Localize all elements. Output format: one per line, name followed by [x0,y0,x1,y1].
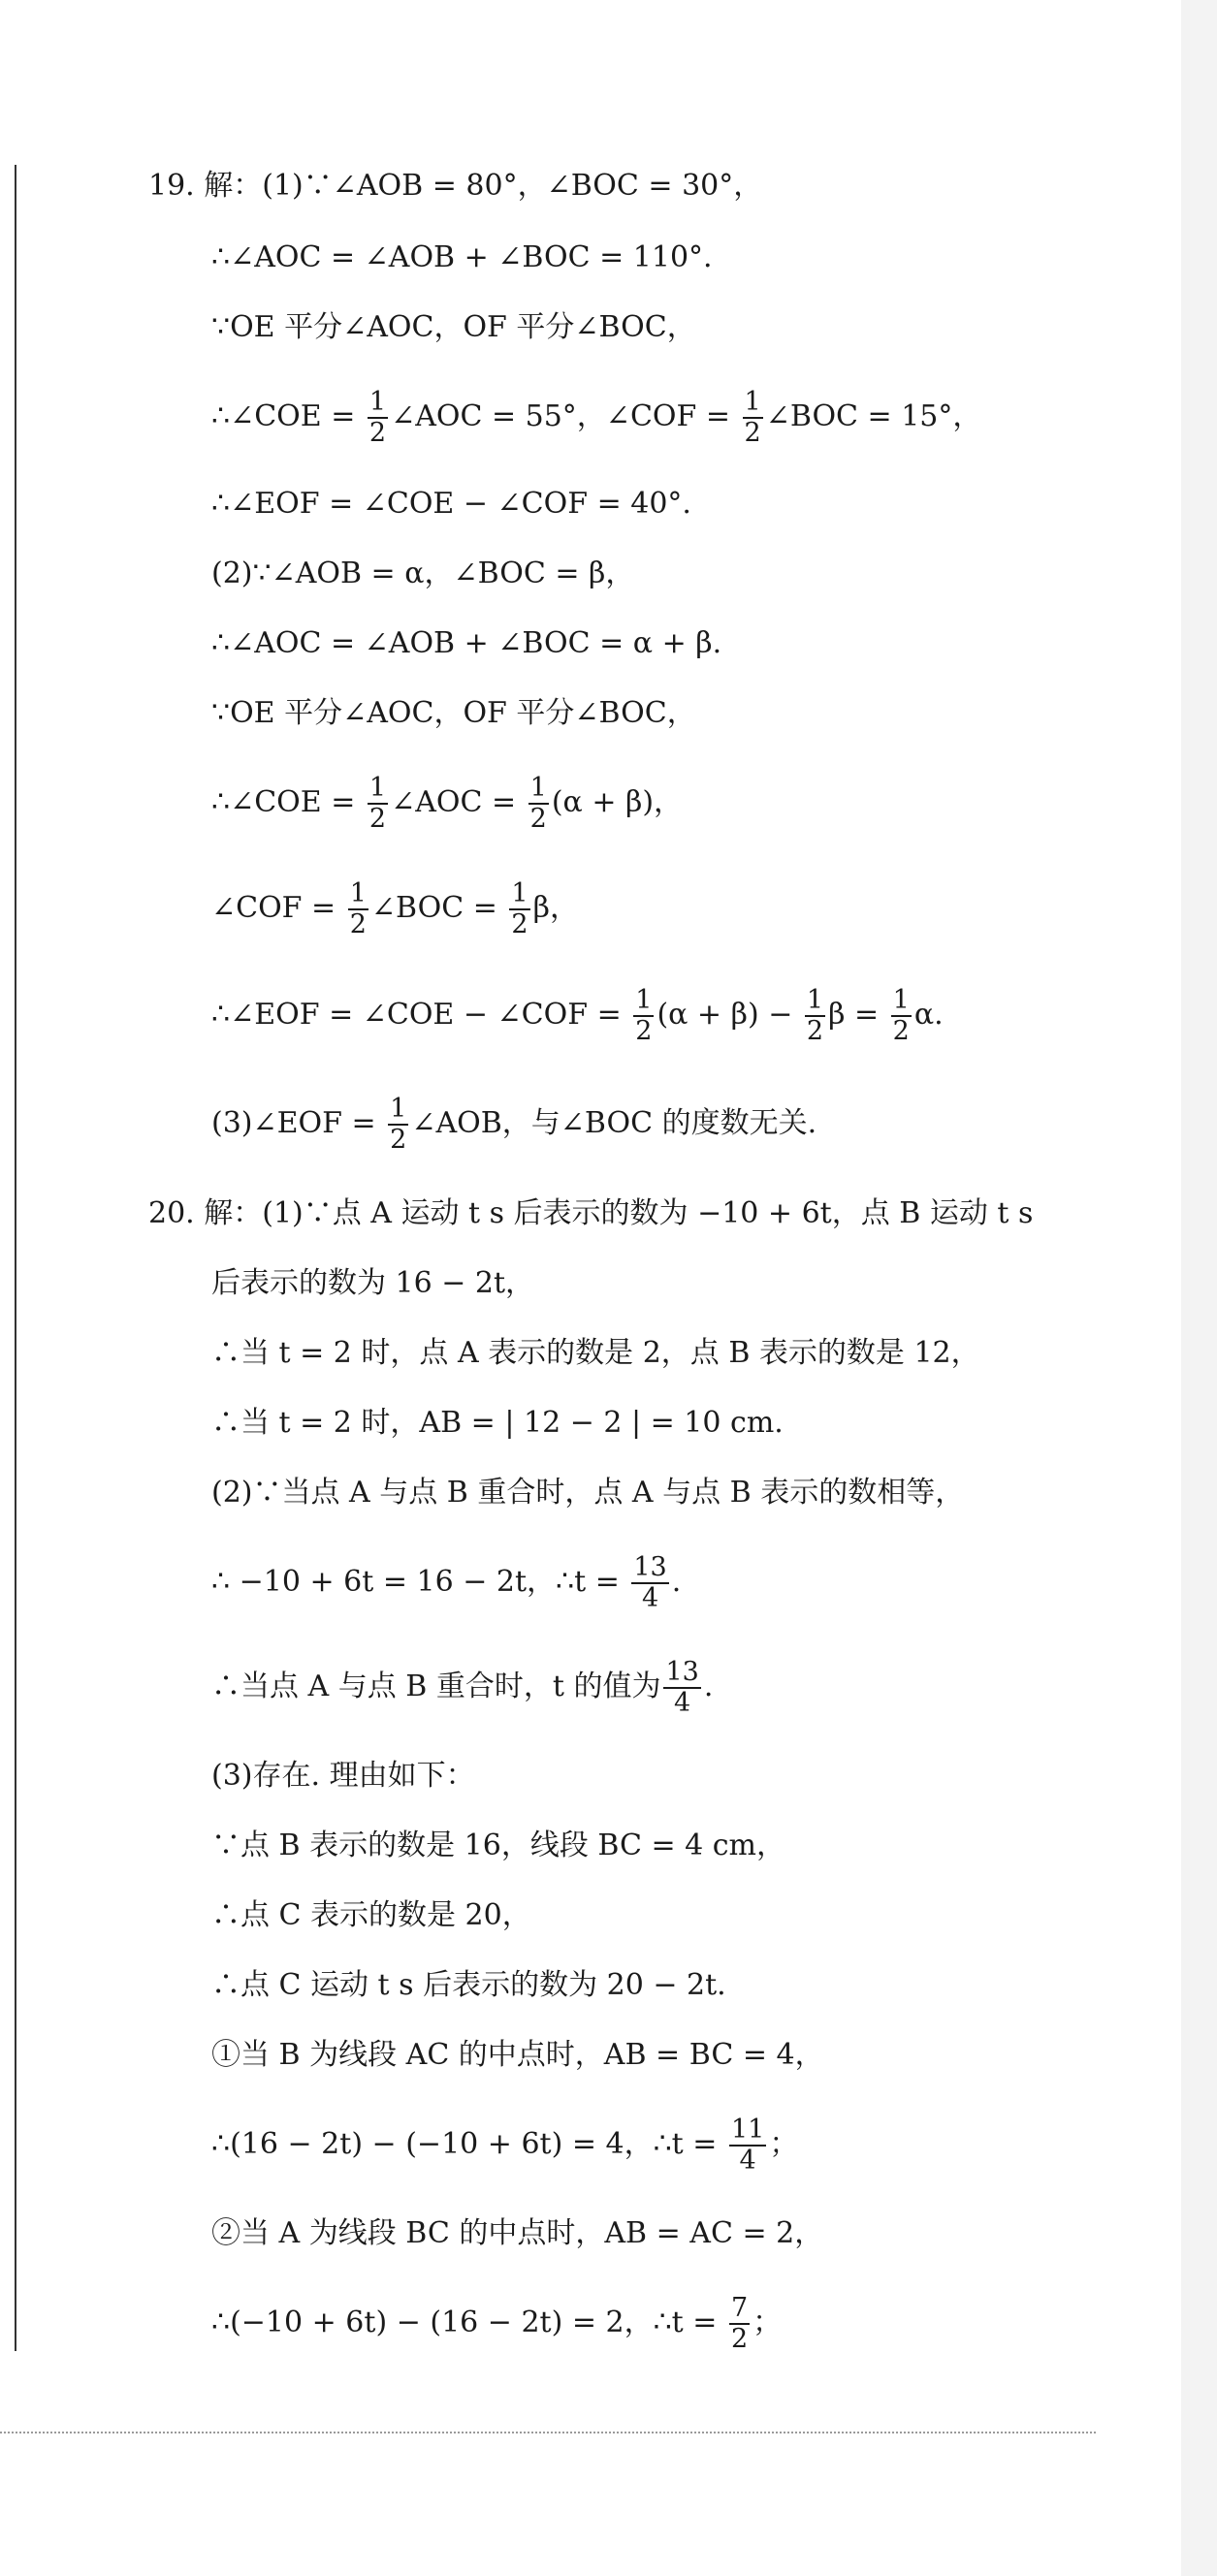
q20-line-1: 20. 解：(1)∵点 A 运动 t s 后表示的数为 −10 + 6t，点 B 运动 t s [148,1196,1034,1230]
text: ∠AOC = [391,785,526,819]
denominator: 4 [674,1688,691,1718]
q20-line-7 [211,1658,713,1718]
text: . [703,1670,714,1703]
numerator: 11 [730,2115,765,2145]
numerator: 7 [730,2293,749,2323]
q19-line-11 [211,986,944,1046]
denominator: 2 [744,418,761,448]
fraction [348,879,368,939]
denominator: 2 [730,2324,749,2354]
fraction [663,1658,700,1718]
numerator: 1 [368,773,387,803]
numerator: 1 [511,878,528,908]
text: (α + β) − [657,998,802,1032]
numerator: 1 [635,985,653,1015]
q20-line-9: ∵点 B 表示的数是 16，线段 BC = 4 cm， [211,1829,786,1862]
q20-line-13 [211,2115,798,2176]
q20-line-2: 后表示的数为 16 − 2t， [211,1266,535,1300]
text: ∠BOC = 15°， [765,399,982,433]
fraction [729,2115,766,2176]
q20-line-3: ∴当 t = 2 时，点 A 表示的数是 2，点 B 表示的数是 12， [211,1336,980,1370]
numerator: 1 [892,985,910,1015]
fraction [891,986,912,1046]
q20-line-5: (2)∵当点 A 与点 B 重合时，点 A 与点 B 表示的数相等， [211,1476,965,1510]
text: ∴当点 A 与点 B 重合时，t 的值为 [211,1670,661,1703]
q20-line-6 [211,1553,681,1613]
text: ； [753,2306,783,2339]
denominator: 4 [641,1583,659,1613]
fraction [729,2294,750,2354]
text: β = [828,998,888,1032]
text: ∠BOC = [370,891,507,925]
q20-line-12: ①当 B 为线段 AC 的中点时，AB = BC = 4， [211,2038,824,2072]
denominator: 2 [368,804,387,834]
fraction [388,1095,408,1155]
denominator: 2 [806,1016,824,1046]
text: α. [913,998,944,1032]
text: . [671,1565,682,1599]
q20-line-4: ∴当 t = 2 时，AB = | 12 − 2 | = 10 cm. [211,1406,784,1440]
q19-line-1: 19. 解：(1)∵∠AOB = 80°，∠BOC = 30°， [148,169,763,203]
denominator: 2 [635,1016,653,1046]
numerator: 1 [368,387,387,417]
text: ∴(16 − 2t) − (−10 + 6t) = 4，∴t = [211,2127,726,2161]
q20-line-15 [211,2294,782,2354]
q20-line-11: ∴点 C 运动 t s 后表示的数为 20 − 2t. [211,1968,726,2002]
fraction [631,1553,668,1613]
text: β， [532,891,579,925]
q19-line-2: ∴∠AOC = ∠AOB + ∠BOC = 110°. [211,240,713,274]
fraction [633,986,654,1046]
denominator: 2 [529,804,547,834]
left-margin-rule [15,165,16,2351]
q20-line-8: (3)存在. 理由如下： [211,1759,475,1793]
numerator: 1 [390,1094,407,1124]
fraction [368,774,388,834]
q19-line-8: ∵OE 平分∠AOC，OF 平分∠BOC， [211,696,696,730]
q19-line-10 [211,879,579,939]
q20-line-10: ∴点 C 表示的数是 20， [211,1898,531,1932]
q19-line-6: (2)∵∠AOB = α，∠BOC = β， [211,557,635,590]
text: ∠AOB，与∠BOC 的度数无关. [411,1106,817,1140]
numerator: 13 [665,1657,699,1687]
numerator: 13 [633,1552,667,1582]
text: (3)∠EOF = [211,1106,386,1140]
text: ∴∠EOF = ∠COE − ∠COF = [211,998,631,1032]
denominator: 4 [739,2146,756,2176]
q20-line-14: ②当 A 为线段 BC 的中点时，AB = AC = 2， [211,2216,824,2250]
text: ∴∠COE = [211,399,365,433]
q19-line-4 [211,388,981,448]
text: (α + β)， [551,785,684,819]
q19-line-3: ∵OE 平分∠AOC，OF 平分∠BOC， [211,310,696,344]
denominator: 2 [892,1016,910,1046]
text: ∴∠COE = [211,785,365,819]
denominator: 2 [390,1125,407,1155]
fraction [509,879,529,939]
denominator: 2 [368,418,387,448]
numerator: 1 [349,878,367,908]
text: ∠COF = [211,891,345,925]
text: ∠AOC = 55°，∠COF = [391,399,740,433]
fraction [368,388,388,448]
q19-line-7: ∴∠AOC = ∠AOB + ∠BOC = α + β. [211,626,722,660]
numerator: 1 [744,387,761,417]
denominator: 2 [349,909,367,939]
text: ∴(−10 + 6t) − (16 − 2t) = 2，∴t = [211,2306,726,2339]
numerator: 1 [529,773,547,803]
text: ； [769,2127,799,2161]
fraction [743,388,763,448]
fraction [805,986,825,1046]
fraction [528,774,549,834]
text: ∴ −10 + 6t = 16 − 2t，∴t = [211,1565,629,1599]
q19-line-9 [211,774,683,834]
page-edge-shadow [1181,0,1217,2576]
q19-line-5: ∴∠EOF = ∠COE − ∠COF = 40°. [211,487,691,521]
numerator: 1 [806,985,824,1015]
q19-line-12 [211,1095,817,1155]
bottom-dotted-rule [0,2432,1096,2433]
denominator: 2 [511,909,528,939]
